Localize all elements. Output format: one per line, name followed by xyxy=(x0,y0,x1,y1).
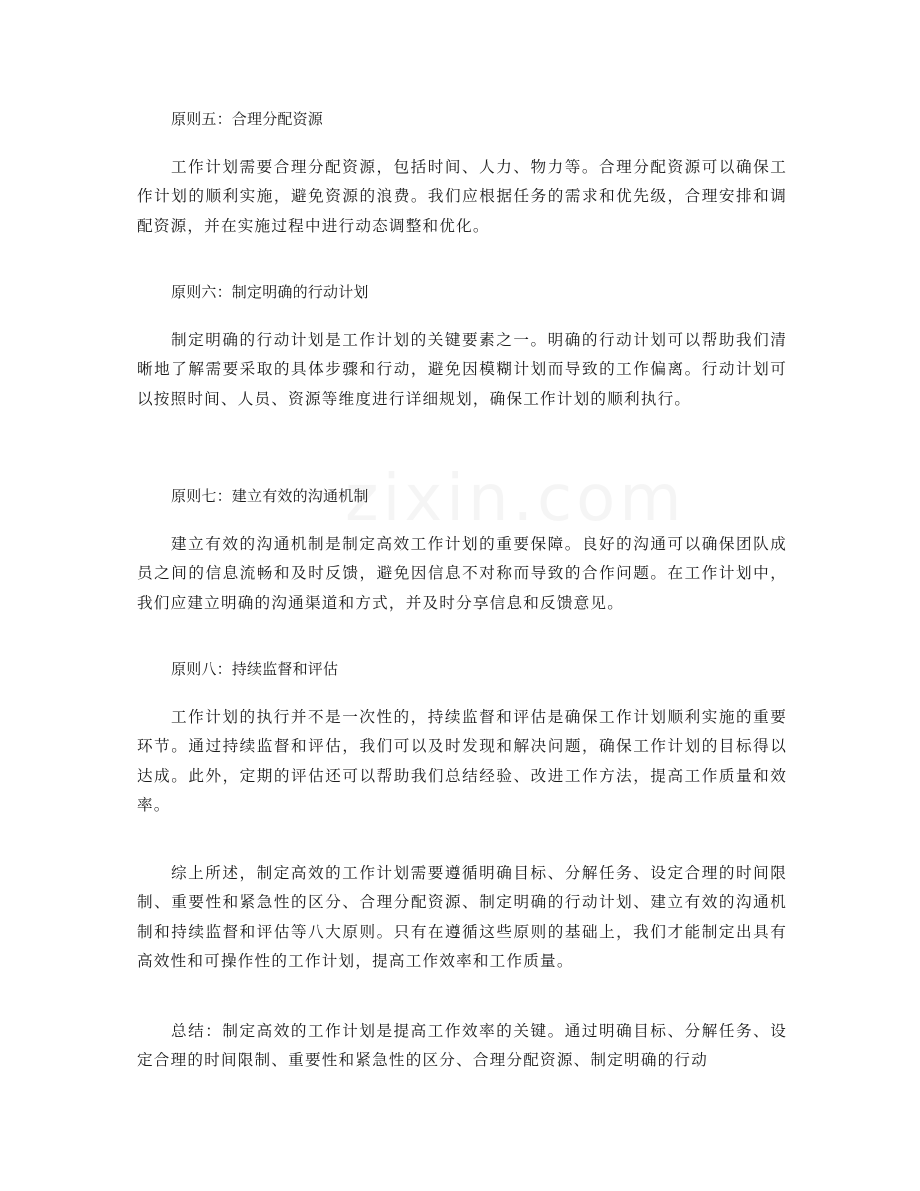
section-body-6: 制定明确的行动计划是工作计划的关键要素之一。明确的行动计划可以帮助我们清晰地了解需要采取的具体步骤和行动，避免因模糊计划而导致的工作偏离。行动计划可以按照时间、人员、资源等维度进行详细规划，确保工作计划的顺利执行。 xyxy=(137,331,787,408)
section-heading-6: 原则六：制定明确的行动计划 xyxy=(171,283,369,301)
conclusion-paragraph: 综上所述，制定高效的工作计划需要遵循明确目标、分解任务、设定合理的时间限制、重要性和紧急性的区分、合理分配资源、制定明确的行动计划、建立有效的沟通机制和持续监督和评估等八大原则。只有在遵循这些原则的基础上，我们才能制定出具有高效性和可操作性的工作计划，提高工作效率和工作质量。 xyxy=(137,864,787,971)
watermark xyxy=(345,462,686,536)
summary-paragraph: 总结：制定高效的工作计划是提高工作效率的关键。通过明确目标、分解任务、设定合理的时间限制、重要性和紧急性的区分、合理分配资源、制定明确的行动 xyxy=(137,1022,787,1070)
section-heading-8: 原则八：持续监督和评估 xyxy=(171,660,339,678)
section-body-7: 建立有效的沟通机制是制定高效工作计划的重要保障。良好的沟通可以确保团队成员之间的信息流畅和及时反馈，避免因信息不对称而导致的合作问题。在工作计划中，我们应建立明确的沟通渠道和方式，并及时分享信息和反馈意见。 xyxy=(137,535,787,612)
section-heading-5: 原则五：合理分配资源 xyxy=(171,110,324,128)
section-body-8: 工作计划的执行并不是一次性的，持续监督和评估是确保工作计划顺利实施的重要环节。通过持续监督和评估，我们可以及时发现和解决问题，确保工作计划的目标得以达成。此外，定期的评估还可以帮助我们总结经验、改进工作方法，提高工作质量和效率。 xyxy=(137,708,787,815)
section-body-5: 工作计划需要合理分配资源，包括时间、人力、物力等。合理分配资源可以确保工作计划的顺利实施，避免资源的浪费。我们应根据任务的需求和优先级，合理安排和调配资源，并在实施过程中进行动态调整和优化。 xyxy=(137,158,787,235)
section-heading-7: 原则七：建立有效的沟通机制 xyxy=(171,487,369,505)
